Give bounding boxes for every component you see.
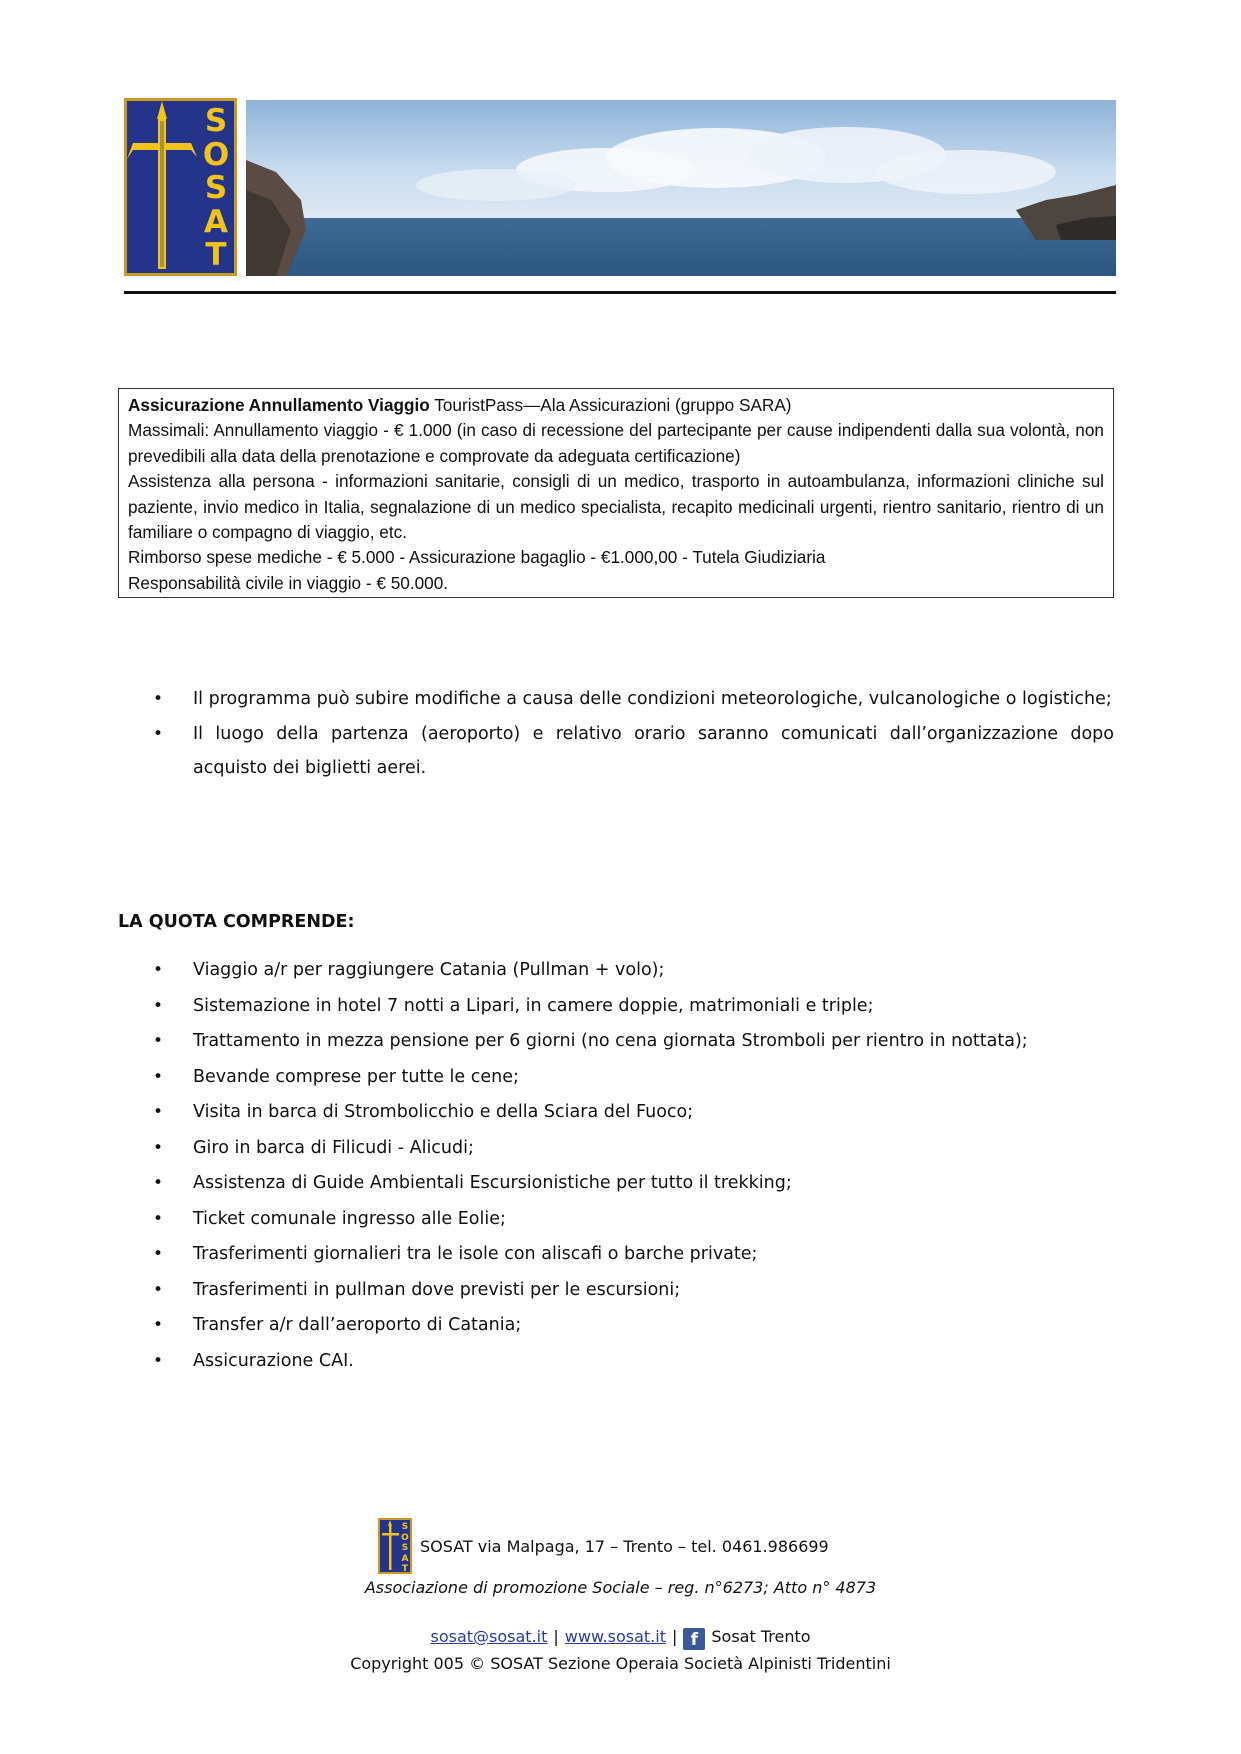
bullet-icon: • — [153, 689, 164, 709]
bullet-icon: • — [153, 1244, 164, 1264]
list-item — [118, 1344, 1114, 1380]
list-item — [118, 1166, 1114, 1202]
mini-logo-letters — [400, 1522, 410, 1575]
insurance-info-box — [118, 388, 1114, 598]
list-item — [118, 717, 1114, 786]
bullet-icon: • — [153, 1279, 164, 1300]
include-text: Viaggio a/r per raggiungere Catania (Pullman + volo); — [193, 960, 665, 980]
section-title: LA QUOTA COMPRENDE: — [118, 912, 355, 932]
list-item — [118, 682, 1114, 717]
sosat-mini-logo — [378, 1518, 412, 1574]
header-divider — [124, 291, 1116, 294]
email-link[interactable]: sosat@sosat.it — [430, 1626, 548, 1646]
includes-list — [118, 953, 1114, 1379]
logo-letter: O — [401, 1532, 409, 1543]
include-text: Transfer a/r dall’aeroporto di Catania; — [193, 1315, 522, 1335]
insurance-massimali: Massimali: Annullamento viaggio - € 1.000 (in caso di recessione del partecipante per cause indipendenti dalla sua volontà, non prevedibili alla data della prenotazione e comprovate da adeguata certificazione) — [128, 420, 1104, 466]
logo-letter: A — [204, 203, 228, 240]
list-item — [118, 1060, 1114, 1096]
bullet-icon: • — [153, 960, 164, 980]
logo-letter: T — [205, 237, 227, 273]
bullet-icon: • — [153, 1315, 164, 1335]
include-text: Ticket comunale ingresso alle Eolie; — [193, 1208, 506, 1229]
note-text: Il luogo della partenza (aeroporto) e relativo orario saranno comunicati dall’organizzazione dopo acquisto dei biglietti aerei. — [193, 723, 1114, 778]
insurance-title: Assicurazione Annullamento Viaggio — [128, 395, 430, 415]
include-text: Assistenza di Guide Ambientali Escursionistiche per tutto il trekking; — [193, 1173, 792, 1193]
insurance-assistenza: Assistenza alla persona - informazioni sanitarie, consigli di un medico, trasporto in autoambulanza, informazioni cliniche sul paziente, invio medico in Italia, segnalazione di un medico specialista, recapito medicinali urgenti, rientro sanitario, rientro di un familiare o compagno di viaggio, etc. — [128, 471, 1104, 543]
include-text: Trasferimenti in pullman dove previsti per le escursioni; — [193, 1279, 681, 1300]
note-text: Il programma può subire modifiche a causa delle condizioni meteorologiche, vulcanologiche o logistiche; — [193, 689, 1112, 709]
bullet-icon: • — [153, 1066, 164, 1087]
separator: | — [553, 1626, 559, 1646]
logo-letter: S — [204, 103, 228, 139]
include-text: Sistemazione in hotel 7 notti a Lipari, in camere doppie, matrimoniali e triple; — [193, 995, 874, 1016]
facebook-label[interactable]: Sosat Trento — [711, 1626, 811, 1646]
include-text: Trattamento in mezza pensione per 6 giorni (no cena giornata Stromboli per rientro in nottata); — [193, 1031, 1028, 1051]
bullet-icon: • — [153, 1031, 164, 1051]
list-item — [118, 1202, 1114, 1238]
logo-letter: S — [401, 1543, 409, 1553]
list-item — [118, 1131, 1114, 1167]
insurance-rimborso: Rimborso spese mediche - € 5.000 - Assicurazione bagaglio - €1.000,00 - Tutela Giudiziaria — [128, 547, 826, 568]
logo-letter: T — [401, 1564, 409, 1574]
bullet-icon: • — [153, 723, 164, 744]
logo-letter: A — [401, 1553, 409, 1564]
list-item — [118, 1308, 1114, 1344]
bullet-icon: • — [153, 1208, 164, 1229]
separator: | — [671, 1626, 678, 1646]
logo-letter: S — [401, 1522, 409, 1532]
insurance-title-line — [128, 393, 1104, 418]
footer-copyright: Copyright 005 © SOSAT Sezione Operaia Società Alpinisti Tridentini — [350, 1654, 891, 1673]
bullet-icon: • — [153, 1350, 164, 1371]
footer-links — [0, 1625, 1241, 1650]
bullet-icon: • — [153, 1137, 164, 1158]
bullet-icon: • — [153, 995, 164, 1016]
include-text: Trasferimenti giornalieri tra le isole con aliscafi o barche private; — [193, 1244, 758, 1264]
include-text: Bevande comprese per tutte le cene; — [193, 1066, 519, 1087]
logo-letters — [197, 105, 235, 273]
include-text: Giro in barca di Filicudi - Alicudi; — [193, 1137, 474, 1158]
list-item — [118, 1024, 1114, 1060]
logo-letter: O — [202, 136, 230, 173]
list-item — [118, 1273, 1114, 1309]
footer-address-line — [378, 1518, 829, 1574]
list-item — [118, 953, 1114, 989]
facebook-icon[interactable]: f — [683, 1628, 705, 1650]
bullet-icon: • — [153, 1173, 164, 1193]
include-text: Assicurazione CAI. — [193, 1350, 354, 1371]
insurance-responsabilita: Responsabilità civile in viaggio - € 50.000. — [128, 572, 449, 593]
sea-banner-image — [246, 100, 1116, 276]
include-text: Visita in barca di Strombolicchio e della Sciara del Fuoco; — [193, 1102, 694, 1122]
insurance-provider: TouristPass—Ala Assicurazioni (gruppo SARA) — [429, 395, 792, 415]
website-link[interactable]: www.sosat.it — [564, 1626, 666, 1646]
list-item — [118, 1237, 1114, 1273]
list-item — [118, 1095, 1114, 1131]
bullet-icon: • — [153, 1102, 164, 1122]
notes-list — [118, 682, 1114, 786]
list-item — [118, 989, 1114, 1025]
footer-address: SOSAT via Malpaga, 17 – Trento – tel. 0461.986699 — [420, 1536, 829, 1556]
sosat-logo — [124, 98, 237, 276]
footer-association: Associazione di promozione Sociale – reg. n°6273; Atto n° 4873 — [364, 1578, 877, 1597]
logo-letter: S — [204, 170, 228, 206]
